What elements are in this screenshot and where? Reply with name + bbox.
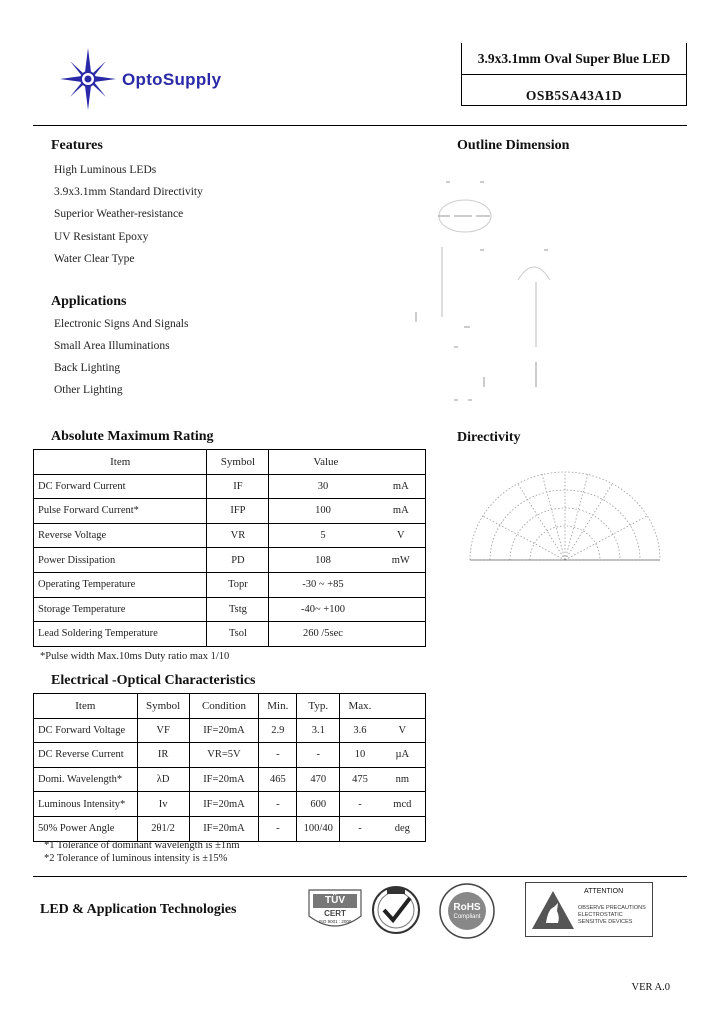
rohs-badge (428, 882, 506, 940)
col-symbol: Symbol (207, 450, 269, 475)
esd-warning-icon (530, 889, 576, 931)
cell-unit (377, 597, 426, 622)
cell-unit (377, 572, 426, 597)
cell-max: 3.6 (340, 718, 380, 743)
cell-unit: V (380, 718, 426, 743)
col-max: Max. (340, 694, 380, 719)
electrical-footnote: *2 Tolerance of luminous intensity is ±15% (44, 853, 228, 864)
cell-value: 30 (269, 474, 377, 499)
product-title: 3.9x3.1mm Oval Super Blue LED (477, 51, 671, 66)
application-item: Other Lighting (54, 384, 123, 396)
cell-symbol: Iv (137, 792, 189, 817)
attention-line: SENSITIVE DEVICES (578, 919, 633, 925)
cell-unit: mA (377, 499, 426, 524)
cell-item: Pulse Forward Current* (34, 499, 207, 524)
table-row (34, 622, 426, 647)
table-row (34, 743, 426, 768)
table-row (34, 816, 426, 841)
cell-condition: VR=5V (189, 743, 259, 768)
col-min: Min. (259, 694, 297, 719)
cell-unit: nm (380, 767, 426, 792)
cell-value: 5 (269, 523, 377, 548)
cell-value: -40~ +100 (269, 597, 377, 622)
brand-star-logo (60, 48, 116, 110)
attention-line: ELECTROSTATIC (578, 912, 623, 918)
col-symbol: Symbol (137, 694, 189, 719)
cell-unit: mA (377, 474, 426, 499)
features-heading: Features (51, 138, 103, 153)
cell-value: 100 (269, 499, 377, 524)
cell-symbol: Tsol (207, 622, 269, 647)
table-row (34, 474, 426, 499)
tuv-sub-label: CERT (324, 909, 346, 918)
brand-name: OptoSupply (122, 70, 222, 89)
cell-symbol: VR (207, 523, 269, 548)
cell-min: 2.9 (259, 718, 297, 743)
attention-body (578, 905, 646, 926)
cell-min: - (259, 743, 297, 768)
cell-symbol: Topr (207, 572, 269, 597)
cell-unit: mcd (380, 792, 426, 817)
compliance-check-icon (370, 884, 422, 936)
table-row (34, 523, 426, 548)
cell-max: - (340, 816, 380, 841)
cell-max: 10 (340, 743, 380, 768)
cell-unit: deg (380, 816, 426, 841)
directivity-heading: Directivity (457, 430, 521, 445)
cell-condition: IF=20mA (189, 792, 259, 817)
cell-max: 475 (340, 767, 380, 792)
table-row (34, 548, 426, 573)
application-item: Electronic Signs And Signals (54, 318, 189, 330)
title-box (461, 43, 687, 106)
table-header-row (34, 694, 426, 719)
tuv-cert-badge (305, 886, 365, 938)
application-item: Back Lighting (54, 362, 121, 374)
col-condition: Condition (189, 694, 259, 719)
col-item: Item (34, 450, 207, 475)
cell-symbol: IFP (207, 499, 269, 524)
cell-typ: 600 (297, 792, 340, 817)
table-row (34, 767, 426, 792)
cell-min: 465 (259, 767, 297, 792)
absolute-rating-heading: Absolute Maximum Rating (51, 429, 214, 444)
cell-item: DC Forward Voltage (34, 718, 138, 743)
cell-symbol: IF (207, 474, 269, 499)
cell-condition: IF=20mA (189, 718, 259, 743)
cell-item: 50% Power Angle (34, 816, 138, 841)
table-row (34, 499, 426, 524)
col-typ: Typ. (297, 694, 340, 719)
absolute-rating-table (33, 449, 426, 647)
cell-item: Luminous Intensity* (34, 792, 138, 817)
cell-symbol: Tstg (207, 597, 269, 622)
cell-symbol: 2θ1/2 (137, 816, 189, 841)
part-number: OSB5SA43A1D (525, 88, 623, 103)
cell-typ: 100/40 (297, 816, 340, 841)
feature-item: Water Clear Type (54, 253, 135, 265)
table-header-row (34, 450, 426, 475)
cell-max: - (340, 792, 380, 817)
outline-heading: Outline Dimension (457, 138, 570, 153)
cell-min: - (259, 792, 297, 817)
table-row (34, 718, 426, 743)
cell-typ: - (297, 743, 340, 768)
feature-item: Superior Weather-resistance (54, 208, 184, 220)
applications-heading: Applications (51, 294, 127, 309)
table-row (34, 572, 426, 597)
attention-line: OBSERVE PRECAUTIONS (578, 905, 646, 911)
application-item: Small Area Illuminations (54, 340, 170, 352)
cell-typ: 470 (297, 767, 340, 792)
col-value: Value (269, 450, 426, 475)
cell-unit: µA (380, 743, 426, 768)
rohs-label: RoHS (453, 902, 481, 913)
table-row (34, 597, 426, 622)
feature-item: UV Resistant Epoxy (54, 231, 149, 243)
cell-item: Power Dissipation (34, 548, 207, 573)
electrical-table (33, 693, 426, 842)
col-item: Item (34, 694, 138, 719)
cell-min: - (259, 816, 297, 841)
cell-condition: IF=20mA (189, 767, 259, 792)
cell-unit (377, 622, 426, 647)
bottom-divider (33, 876, 687, 877)
directivity-chart (466, 468, 664, 566)
cell-value: 108 (269, 548, 377, 573)
outline-drawing (410, 172, 560, 407)
cell-item: DC Reverse Current (34, 743, 138, 768)
cell-value: 260 /5sec (269, 622, 377, 647)
feature-item: 3.9x3.1mm Standard Directivity (54, 186, 203, 198)
cell-value: -30 ~ +85 (269, 572, 377, 597)
feature-item: High Luminous LEDs (54, 164, 157, 176)
rating-footnote: *Pulse width Max.10ms Duty ratio max 1/10 (40, 651, 230, 662)
iso-label: ISO 9001 : 2000 (318, 919, 352, 924)
tuv-label: TÜV (325, 895, 345, 906)
rohs-sub-label: Compliant (453, 914, 481, 920)
cell-unit: mW (377, 548, 426, 573)
top-divider (33, 125, 687, 126)
cell-item: Lead Soldering Temperature (34, 622, 207, 647)
attention-title: ATTENTION (584, 888, 624, 895)
cell-condition: IF=20mA (189, 816, 259, 841)
footer-title: LED & Application Technologies (40, 902, 237, 917)
table-row (34, 792, 426, 817)
electrical-footnote: *1 Tolerance of dominant wavelength is ±1nm (44, 840, 240, 851)
esd-attention-badge (525, 882, 653, 937)
cell-item: Reverse Voltage (34, 523, 207, 548)
cell-symbol: λD (137, 767, 189, 792)
cell-typ: 3.1 (297, 718, 340, 743)
cell-item: DC Forward Current (34, 474, 207, 499)
cell-item: Domi. Wavelength* (34, 767, 138, 792)
cell-item: Storage Temperature (34, 597, 207, 622)
version-label: VER A.0 (631, 982, 670, 993)
cell-symbol: PD (207, 548, 269, 573)
col-unit (380, 694, 426, 719)
cell-unit: V (377, 523, 426, 548)
cell-symbol: VF (137, 718, 189, 743)
electrical-heading: Electrical -Optical Characteristics (51, 673, 256, 688)
cell-symbol: IR (137, 743, 189, 768)
cell-item: Operating Temperature (34, 572, 207, 597)
